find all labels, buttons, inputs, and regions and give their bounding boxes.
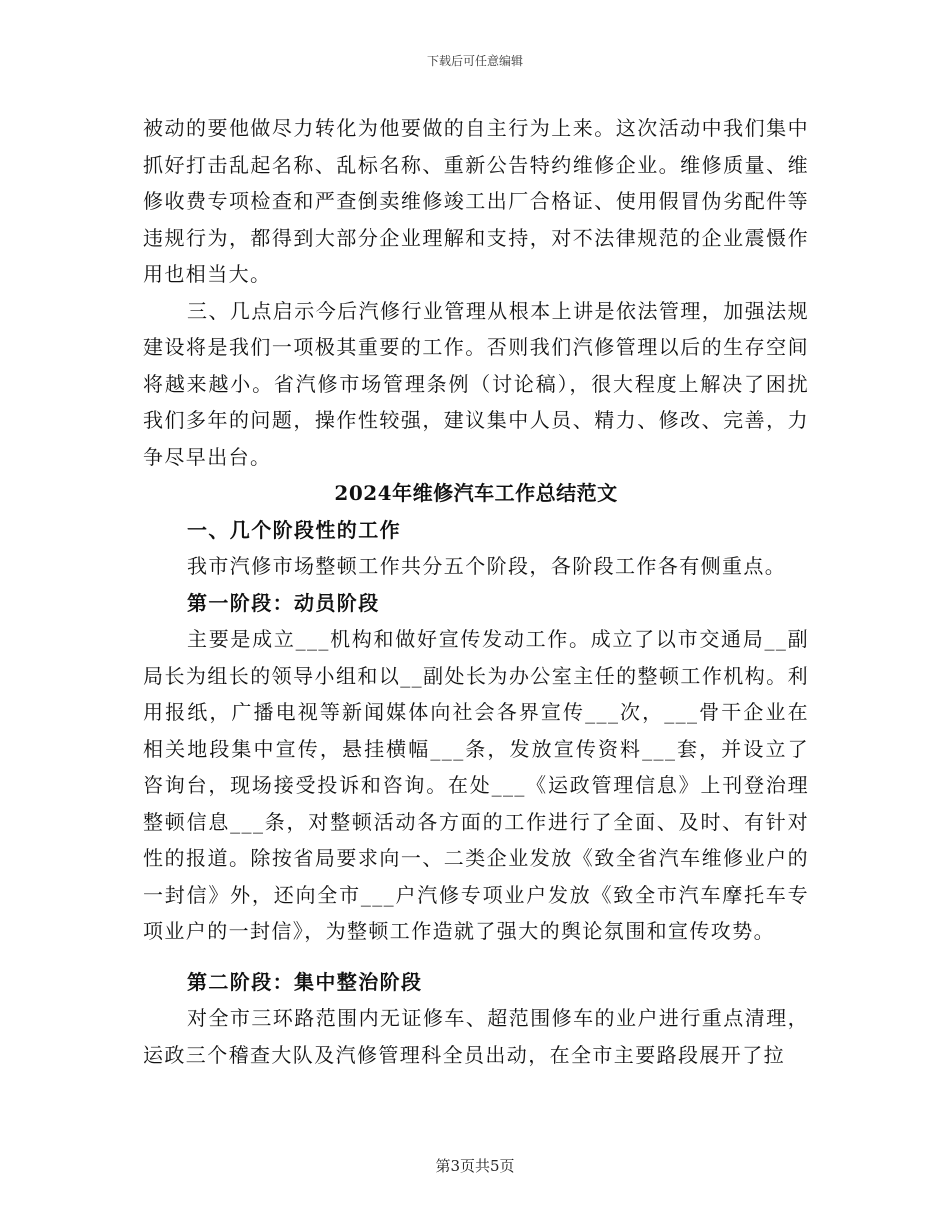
section-heading-stage-1: 第一阶段：动员阶段 [187, 590, 380, 615]
page-header: 下载后可任意编辑 [426, 54, 523, 68]
paragraph-5: 对全市三环路范围内无证修车、超范围修车的业户进行重点清理，运政三个稽查大队及汽修管理科全员出动，在全市主要路段展开了拉 [143, 1006, 809, 1067]
document-body [143, 110, 809, 1073]
paragraph-4: 主要是成立___机构和做好宣传发动工作。成立了以市交通局__副局长为组长的领导小组和以__副处长为办公室主任的整顿工作机构。利用报纸，广播电视等新闻媒体向社会各界宣传___次，___骨干企业在相关地段集中宣传，悬挂横幅___条，发放宣传资料___套，并设立了咨询台，现场接受投诉和咨询。在处___《运政管理信息》上刊登治理整顿信息___条，对整顿活动各方面的工作进行了全面、及时、有针对性的报道。除按省局要求向一、二类企业发放《致全省汽车维修业户的一封信》外，还向全市___户汽修专项业户发放《致全市汽车摩托车专项业户的一封信》，为整顿工作造就了强大的舆论氛围和宣传攻势。 [143, 627, 809, 943]
document-title: 2024年维修汽车工作总结范文 [334, 481, 618, 505]
section-heading-stage-2: 第二阶段：集中整治阶段 [187, 969, 423, 994]
paragraph-3: 我市汽修市场整顿工作共分五个阶段，各阶段工作各有侧重点。 [187, 554, 787, 578]
page-number-footer: 第3页共5页 [435, 1157, 515, 1175]
paragraph-2: 三、几点启示今后汽修行业管理从根本上讲是依法管理，加强法规建设将是我们一项极其重要的工作。否则我们汽修管理以后的生存空间将越来越小。省汽修市场管理条例（讨论稿），很大程度上解决了困扰我们多年的问题，操作性较强，建议集中人员、精力、修改、完善，力争尽早出台。 [143, 298, 809, 469]
section-heading-1: 一、几个阶段性的工作 [187, 517, 401, 542]
paragraph-1: 被动的要他做尽力转化为他要做的自主行为上来。这次活动中我们集中抓好打击乱起名称、乱标名称、重新公告特约维修企业。维修质量、维修收费专项检查和严查倒卖维修竣工出厂合格证、使用假冒伪劣配件等违规行为，都得到大部分企业理解和支持，对不法律规范的企业震慑作用也相当大。 [143, 116, 809, 286]
